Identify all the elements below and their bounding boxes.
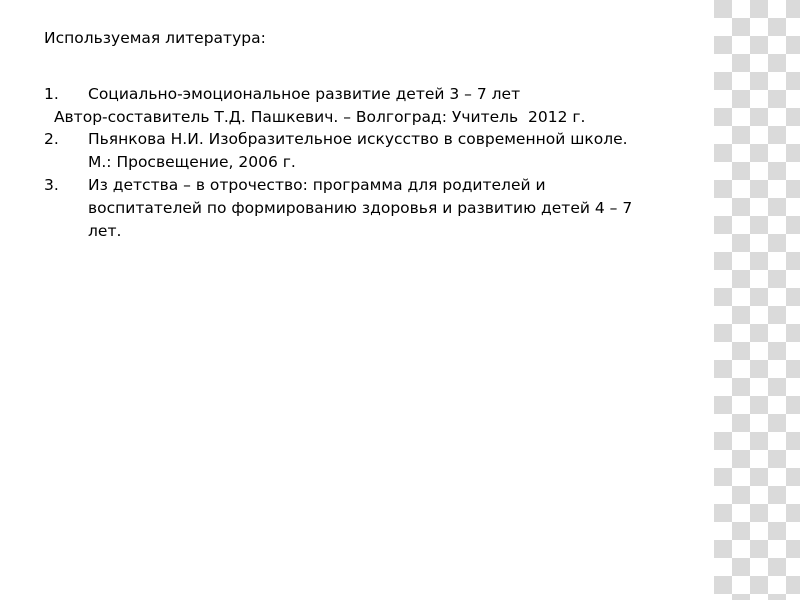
list-item-line: Социально-эмоциональное развитие детей 3 – 7 лет bbox=[88, 84, 521, 103]
list-item-line: М.: Просвещение, 2006 г. bbox=[88, 153, 296, 172]
decorative-checkered-band bbox=[714, 0, 800, 600]
list-item-line: Пьянкова Н.И. Изобразительное искусство в современной школе. bbox=[88, 130, 628, 149]
list-item-number: 1. bbox=[44, 84, 59, 103]
reference-list bbox=[44, 83, 704, 242]
page-title: Используемая литература: bbox=[44, 29, 266, 47]
list-item bbox=[44, 83, 704, 129]
list-item-line: Из детства – в отрочество: программа для родителей и bbox=[88, 176, 546, 195]
list-item-number: 3. bbox=[44, 176, 59, 195]
list-item-line: лет. bbox=[88, 221, 122, 240]
slide-content bbox=[44, 28, 704, 242]
list-item bbox=[44, 128, 704, 174]
list-item bbox=[44, 174, 704, 242]
list-item-line: воспитателей по формированию здоровья и развитию детей 4 – 7 bbox=[88, 198, 633, 217]
list-item-number: 2. bbox=[44, 130, 59, 149]
list-item-line: Автор-составитель Т.Д. Пашкевич. – Волгоград: Учитель 2012 г. bbox=[49, 107, 586, 126]
